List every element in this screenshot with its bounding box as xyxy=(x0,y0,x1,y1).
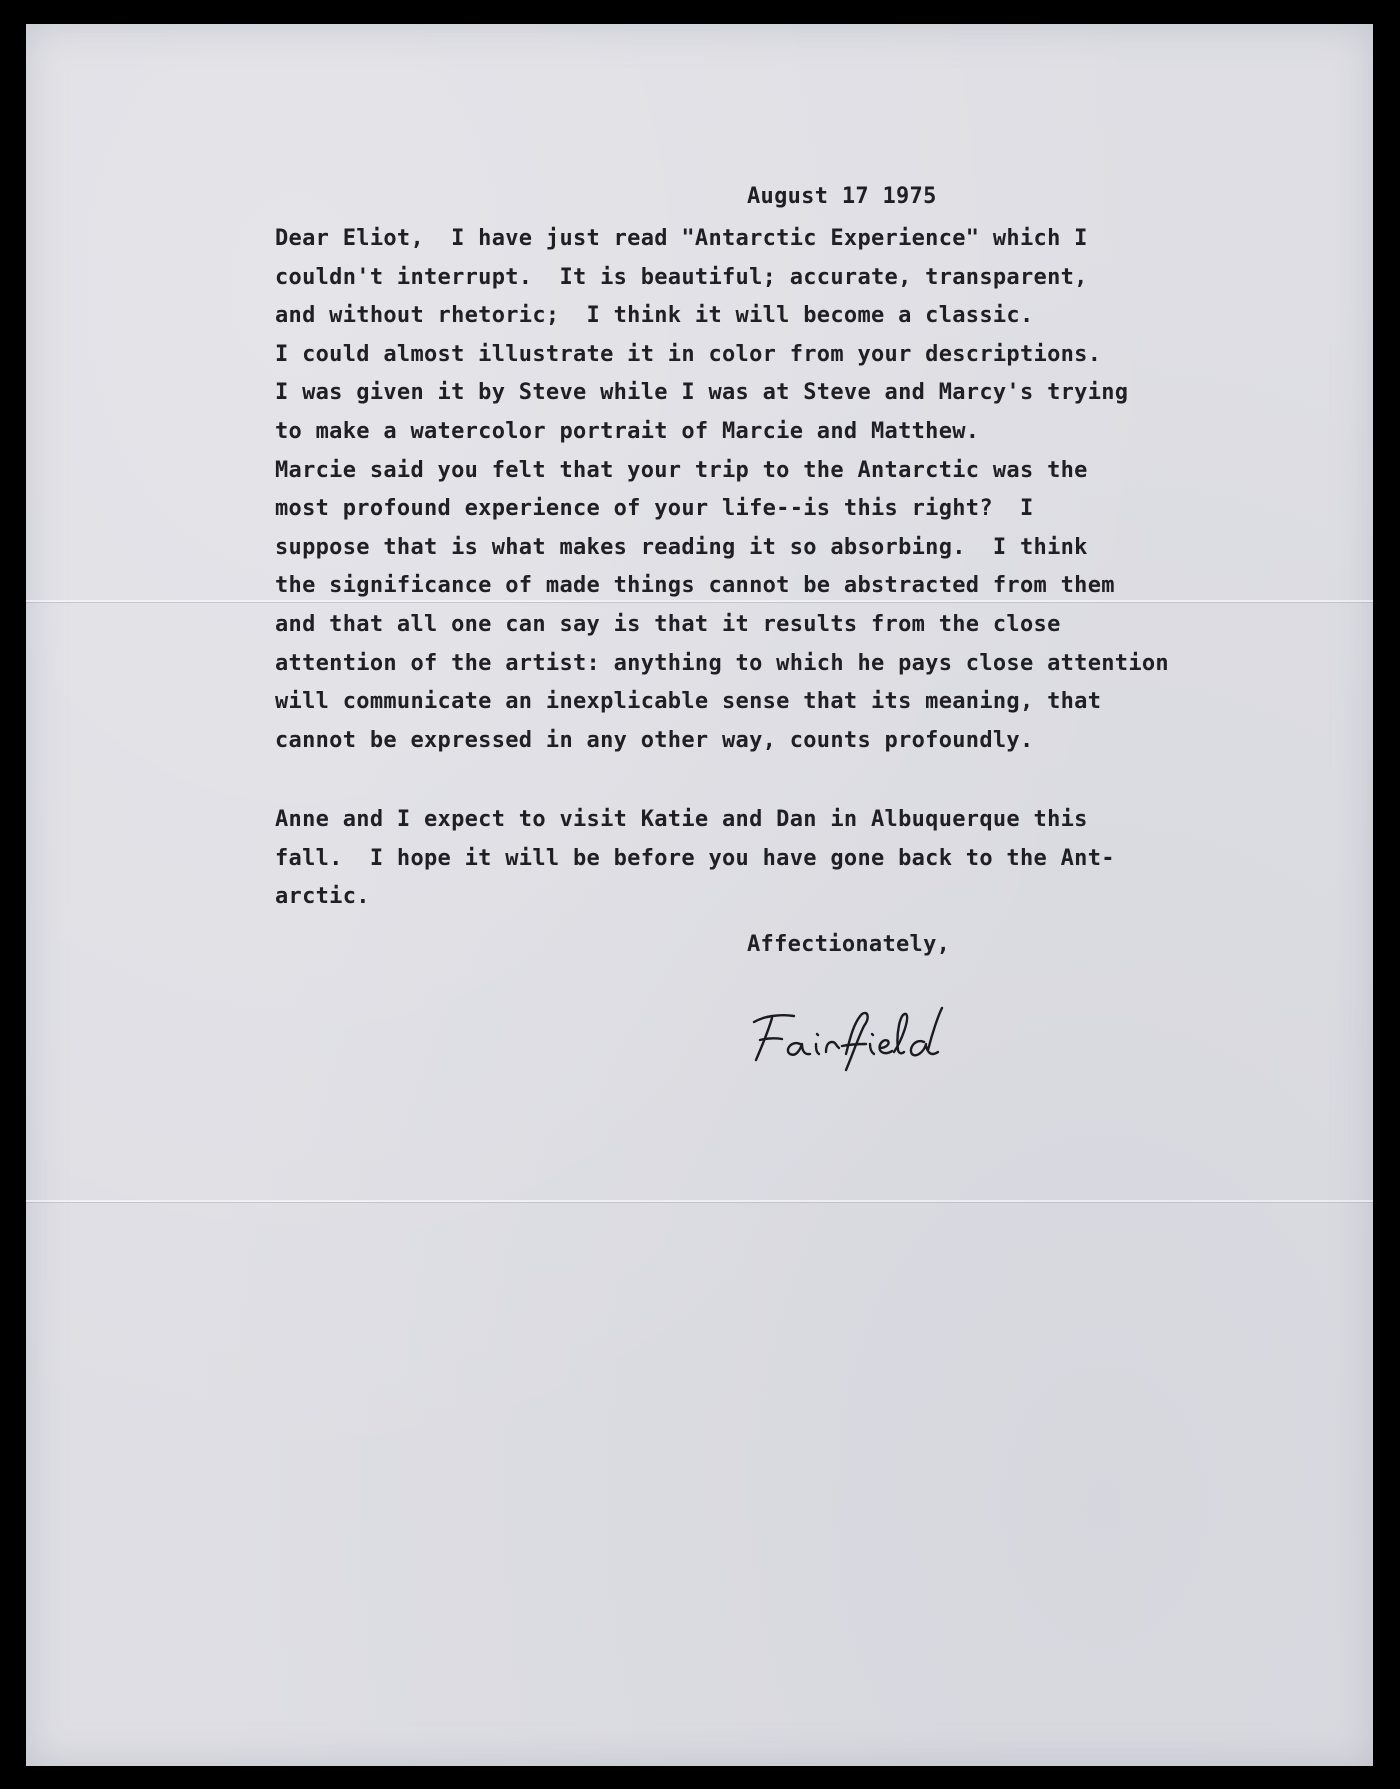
handwritten-signature xyxy=(742,994,992,1074)
letter-paragraph-closing: Anne and I expect to visit Katie and Dan in Albuquerque this fall. I hope it will be before you have gone back to the Ant- arctic. xyxy=(275,807,1115,910)
letter-sheet xyxy=(26,24,1373,1766)
letter-date: August 17 1975 xyxy=(747,184,937,209)
letter-paragraph-main: Dear Eliot, I have just read "Antarctic Experience" which I couldn't interrupt. It is beautiful; accurate, transparent, and without rhetoric; I think it will become a classic. I could almost illustrate it in color from your descriptions. I was given it by Steve while I was at Steve and Marcy's trying to make a watercolor portrait of Marcie and Matthew. Marcie said you felt that your trip to the Antarctic was the most profound experience of your life--is this right? I suppose that is what makes reading it so absorbing. I think the significance of made things cannot be abstracted from them and that all one can say is that it results from the close attention of the artist: anything to which he pays close attention will communicate an inexplicable sense that its meaning, that cannot be expressed in any other way, counts profoundly. xyxy=(275,226,1169,753)
typed-letter xyxy=(26,24,1373,1766)
letter-closing: Affectionately, xyxy=(747,932,951,957)
